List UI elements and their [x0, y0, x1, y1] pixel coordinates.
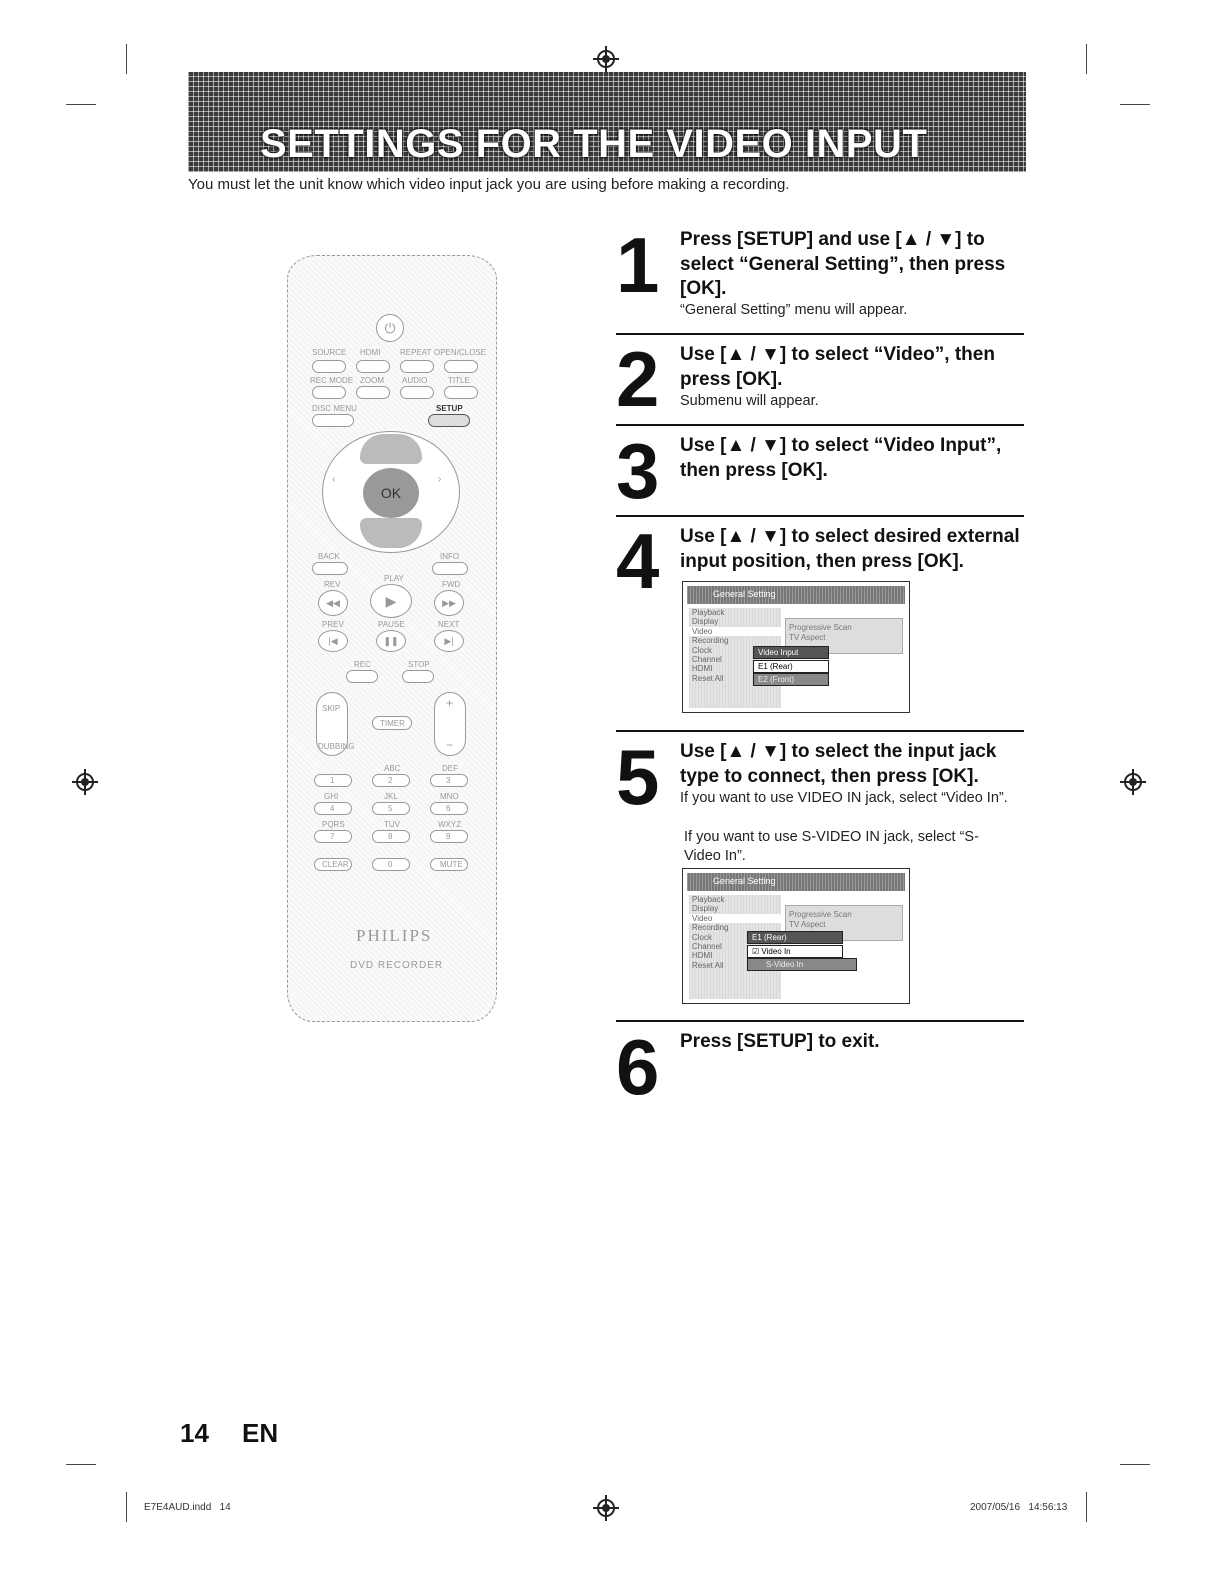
menu-item: Display — [692, 617, 719, 627]
menu-title-bar — [687, 586, 905, 604]
remote-label: TUV — [384, 820, 400, 829]
remote-button — [400, 360, 434, 373]
ok-button — [363, 468, 419, 518]
brand-logo: PHILIPS — [356, 926, 433, 945]
step-heading: Use [▲ / ▼] to select “Video Input”, then press [OK]. — [680, 435, 1002, 481]
page-title: SETTINGS FOR THE VIDEO INPUT — [260, 122, 928, 166]
crop-mark — [1120, 1464, 1150, 1465]
key-6 — [430, 802, 468, 815]
key-label: CLEAR — [322, 860, 349, 869]
key-label: 0 — [388, 860, 393, 869]
step-note: Submenu will appear. — [680, 393, 819, 409]
crop-mark — [126, 44, 127, 74]
menu-title-bar — [687, 873, 905, 891]
submenu-item: Progressive Scan — [789, 910, 852, 919]
remote-label: PQRS — [322, 820, 345, 829]
play-icon: ▶ — [370, 584, 412, 618]
popup-title: Video Input — [753, 646, 829, 659]
popup-option-selected — [747, 945, 843, 958]
popup-option-label: Video In — [761, 947, 791, 956]
remote-label: DEF — [442, 764, 458, 773]
intro-text: You must let the unit know which video input jack you are using before making a recording. — [188, 176, 790, 193]
step-heading: Use [▲ / ▼] to select “Video”, then press [OK]. — [680, 344, 995, 390]
remote-button — [444, 386, 478, 399]
key-label: 8 — [388, 832, 393, 841]
remote-label: DUBBING — [318, 742, 355, 751]
remote-label: TIMER — [380, 719, 405, 728]
remote-label: SETUP — [436, 404, 463, 413]
remote-label: MNO — [440, 792, 459, 801]
check-icon: ☑ — [752, 947, 762, 956]
remote-label: TITLE — [448, 376, 470, 385]
menu-item: Recording — [692, 923, 729, 933]
prev-icon: |◀ — [318, 630, 348, 652]
step-note: If you want to use VIDEO IN jack, select “Video In”. — [680, 790, 1008, 806]
menu-item: Clock — [692, 932, 713, 942]
registration-mark-icon — [597, 1499, 615, 1517]
step-number: 1 — [616, 221, 660, 309]
step-note: “General Setting” menu will appear. — [680, 302, 908, 318]
file-slug: E7E4AUD.indd 14 — [144, 1502, 231, 1513]
divider — [616, 515, 1024, 517]
key-0 — [372, 858, 410, 871]
crop-mark — [66, 104, 96, 105]
remote-label: STOP — [408, 660, 430, 669]
registration-mark-icon — [597, 50, 615, 68]
key-label: 5 — [388, 804, 393, 813]
remote-label: REC — [354, 660, 371, 669]
key-label: 4 — [330, 804, 335, 813]
timestamp-slug: 2007/05/16 14:56:13 — [970, 1502, 1068, 1513]
remote-label: BACK — [318, 552, 340, 561]
setup-button — [428, 414, 470, 427]
step-heading: Press [SETUP] and use [▲ / ▼] to select “General Setting”, then press [OK]. — [680, 229, 1006, 299]
step-number: 6 — [616, 1023, 660, 1111]
menu-screenshot — [682, 581, 910, 713]
remote-button — [312, 414, 354, 427]
divider — [616, 333, 1024, 335]
key-label: 2 — [388, 776, 393, 785]
remote-label: NEXT — [438, 620, 460, 629]
remote-label: ABC — [384, 764, 401, 773]
step-heading: Press [SETUP] to exit. — [680, 1031, 880, 1052]
crop-mark — [1120, 104, 1150, 105]
key-4 — [314, 802, 352, 815]
remote-label: DISC MENU — [312, 404, 357, 413]
menu-item: Channel — [692, 655, 722, 665]
remote-label: PLAY — [384, 574, 404, 583]
remote-button — [312, 386, 346, 399]
remote-label: WXYZ — [438, 820, 462, 829]
remote-label: AUDIO — [402, 376, 428, 385]
remote-button — [356, 386, 390, 399]
submenu-item: TV Aspect — [789, 920, 826, 929]
key-label: MUTE — [440, 860, 463, 869]
key-9 — [430, 830, 468, 843]
remote-button — [312, 562, 348, 575]
pause-icon: ❚❚ — [376, 630, 406, 652]
remote-label: FWD — [442, 580, 461, 589]
remote-label: REC MODE — [310, 376, 354, 385]
divider — [616, 730, 1024, 732]
menu-item: HDMI — [692, 664, 713, 674]
menu-title: General Setting — [713, 876, 776, 886]
page-number: 14 — [180, 1418, 209, 1448]
key-5 — [372, 802, 410, 815]
key-label: 3 — [446, 776, 451, 785]
menu-item: Playback — [692, 895, 725, 904]
menu-item: Playback — [692, 608, 725, 617]
remote-label: SOURCE — [312, 348, 347, 357]
key-8 — [372, 830, 410, 843]
divider — [616, 424, 1024, 426]
remote-button — [400, 386, 434, 399]
step-heading: Use [▲ / ▼] to select the input jack type to connect, then press [OK]. — [680, 741, 997, 787]
key-1 — [314, 774, 352, 787]
step-note: If you want to use S-VIDEO IN jack, select “S-Video In”. — [684, 829, 979, 864]
fwd-icon: ▶▶ — [434, 590, 464, 616]
remote-label: − — [446, 738, 454, 752]
remote-button — [432, 562, 468, 575]
remote-label: ZOOM — [360, 376, 384, 385]
left-arrow-icon: ‹ — [332, 474, 336, 485]
popup-option: S-Video In — [747, 958, 857, 971]
remote-control-illustration — [287, 255, 497, 1022]
key-3 — [430, 774, 468, 787]
menu-screenshot — [682, 868, 910, 1004]
key-7 — [314, 830, 352, 843]
key-label: 7 — [330, 832, 335, 841]
remote-label: + — [446, 696, 454, 710]
crop-mark — [66, 1464, 96, 1465]
menu-item: Display — [692, 904, 719, 914]
key-label: 9 — [446, 832, 451, 841]
menu-item: HDMI — [692, 951, 713, 961]
menu-item: Channel — [692, 942, 722, 952]
remote-label: INFO — [440, 552, 460, 561]
step-number: 5 — [616, 733, 660, 821]
mute-button — [430, 858, 468, 871]
menu-item: Video — [689, 627, 781, 636]
remote-label: OPEN/CLOSE — [434, 348, 487, 357]
step-heading: Use [▲ / ▼] to select desired external input position, then press [OK]. — [680, 526, 1020, 572]
remote-button — [312, 360, 346, 373]
power-icon: ⏻ — [376, 314, 404, 342]
stop-button — [402, 670, 434, 683]
remote-label: JKL — [384, 792, 398, 801]
remote-label: SKIP — [322, 704, 341, 713]
up-arrow-icon — [360, 434, 422, 464]
key-label: 1 — [330, 776, 335, 785]
remote-label: REV — [324, 580, 341, 589]
remote-label: GHI — [324, 792, 339, 801]
menu-item: Clock — [692, 645, 713, 655]
divider — [616, 1020, 1024, 1022]
remote-label: HDMI — [360, 348, 381, 357]
crop-mark — [1086, 1492, 1087, 1522]
registration-mark-icon — [76, 773, 94, 791]
menu-item: Video — [689, 914, 781, 923]
right-arrow-icon: › — [438, 474, 442, 485]
menu-item: Reset All — [692, 960, 724, 970]
submenu-item: TV Aspect — [789, 633, 826, 642]
remote-button — [444, 360, 478, 373]
step-number: 2 — [616, 335, 660, 423]
ok-label: OK — [380, 485, 402, 501]
menu-item: Reset All — [692, 673, 724, 683]
model-label: DVD RECORDER — [350, 960, 444, 971]
remote-label: PREV — [322, 620, 344, 629]
clear-button — [314, 858, 352, 871]
next-icon: ▶| — [434, 630, 464, 652]
remote-button — [356, 360, 390, 373]
key-label: 6 — [446, 804, 451, 813]
submenu-item: Progressive Scan — [789, 623, 852, 632]
popup-option: E2 (Front) — [753, 673, 829, 686]
rev-icon: ◀◀ — [318, 590, 348, 616]
menu-title: General Setting — [713, 589, 776, 599]
popup-title: E1 (Rear) — [747, 931, 843, 944]
popup-option-selected: E1 (Rear) — [753, 660, 829, 673]
registration-mark-icon — [1124, 773, 1142, 791]
rec-button — [346, 670, 378, 683]
crop-mark — [1086, 44, 1087, 74]
step-number: 4 — [616, 517, 660, 605]
step-number: 3 — [616, 427, 660, 515]
page-language: EN — [242, 1418, 279, 1448]
key-2 — [372, 774, 410, 787]
remote-label: REPEAT — [400, 348, 432, 357]
remote-label: PAUSE — [378, 620, 405, 629]
menu-item: Recording — [692, 636, 729, 646]
title-banner — [188, 72, 1026, 172]
crop-mark — [126, 1492, 127, 1522]
